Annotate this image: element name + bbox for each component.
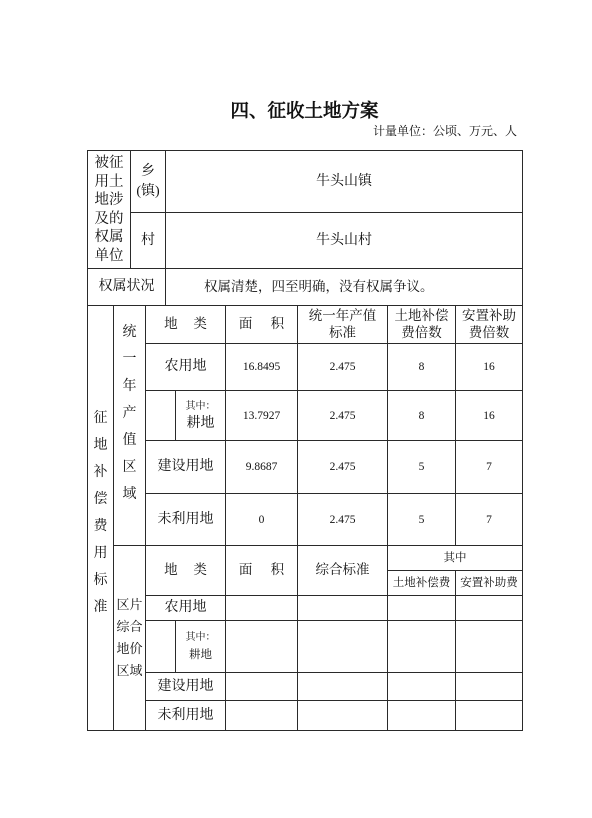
- zone-region-label-cell: [114, 546, 146, 731]
- annual-output-value: 2.475: [298, 494, 388, 546]
- village-label: 村: [131, 213, 166, 269]
- area-value: 9.8687: [226, 441, 298, 494]
- blank-cell: [298, 673, 388, 701]
- resettlement-multiple-value: 7: [456, 494, 523, 546]
- village-value: 牛头山村: [166, 213, 523, 269]
- resettlement-multiple-value: 16: [456, 391, 523, 441]
- blank-cell: [298, 701, 388, 731]
- ownership-table: [87, 150, 523, 306]
- village-row: [88, 213, 523, 269]
- table-row: [88, 673, 523, 701]
- annual-output-value: 2.475: [298, 441, 388, 494]
- land-compensation-multiple-value: 8: [388, 344, 456, 391]
- ownership-status-label: 权属状况: [88, 269, 166, 306]
- page-title: 四、征收土地方案: [230, 102, 379, 122]
- compensation-table: [87, 305, 523, 731]
- table-row: [88, 344, 523, 391]
- table-row: [88, 621, 523, 673]
- blank-cell: [388, 621, 456, 673]
- blank-cell: [226, 701, 298, 731]
- header-resettlement-multiple: 安置补助费倍数: [462, 308, 516, 340]
- blank-cell: [226, 621, 298, 673]
- blank-cell: [456, 621, 523, 673]
- annual-output-value: 2.475: [298, 344, 388, 391]
- annual-output-value: 2.475: [298, 391, 388, 441]
- blank-cell: [388, 701, 456, 731]
- blank-cell: [456, 673, 523, 701]
- land-compensation-multiple-value: 5: [388, 494, 456, 546]
- zone-header-land-type: 地 类: [146, 546, 226, 596]
- land-acquisition-form: [87, 150, 522, 731]
- zone-land-type-unused: 未利用地: [146, 701, 226, 731]
- land-compensation-multiple-value: 5: [388, 441, 456, 494]
- zone-header-of-which: 其中: [388, 546, 523, 571]
- blank-cell: [226, 673, 298, 701]
- blank-cell: [298, 596, 388, 621]
- land-type-cultivated-cell: [176, 391, 226, 441]
- header-area: 面 积: [226, 306, 298, 344]
- area-value: 0: [226, 494, 298, 546]
- unified-region-label: 统一年产值区域: [122, 325, 137, 502]
- zone-land-type-farmland: 农用地: [146, 596, 226, 621]
- resettlement-multiple-value: 16: [456, 344, 523, 391]
- unified-region-label-cell: [114, 306, 146, 546]
- table-row: [88, 391, 523, 441]
- table-row: [88, 701, 523, 731]
- land-compensation-multiple-value: 8: [388, 391, 456, 441]
- header-land-compensation-multiple-cell: [388, 306, 456, 344]
- blank-cell: [388, 673, 456, 701]
- blank-cell: [226, 596, 298, 621]
- area-value: 16.8495: [226, 344, 298, 391]
- table-row: [88, 494, 523, 546]
- township-value: 牛头山镇: [166, 151, 523, 213]
- ownership-status-row: [88, 269, 523, 306]
- unified-header-row: [88, 306, 523, 344]
- zone-land-type-cultivated: 耕地: [189, 648, 212, 661]
- header-land-compensation-multiple: 土地补偿费倍数: [394, 308, 449, 340]
- ownership-status-value: 权属清楚，四至明确，没有权属争议。: [166, 269, 523, 306]
- blank-cell: [456, 701, 523, 731]
- blank-cell: [456, 596, 523, 621]
- ownership-units-label: 被征用土地涉及的权属单位: [94, 155, 124, 264]
- zone-land-type-cultivated-cell: [176, 621, 226, 673]
- table-row: [88, 441, 523, 494]
- land-type-construction: 建设用地: [146, 441, 226, 494]
- zone-region-label: 区片综合地价区域: [116, 597, 143, 678]
- header-annual-output-standard: 统一年产值标准: [308, 308, 377, 340]
- township-row: [88, 151, 523, 213]
- table-row: [88, 596, 523, 621]
- header-land-type: 地 类: [146, 306, 226, 344]
- blank-cell: [388, 596, 456, 621]
- area-value: 13.7927: [226, 391, 298, 441]
- land-type-cultivated: 耕地: [186, 415, 215, 431]
- zone-land-type-construction: 建设用地: [146, 673, 226, 701]
- resettlement-multiple-value: 7: [456, 441, 523, 494]
- blank-cell: [298, 621, 388, 673]
- ownership-units-label-cell: [88, 151, 131, 269]
- zone-header-land-compensation: 土地补偿费: [388, 571, 456, 596]
- zone-header-composite-standard: 综合标准: [298, 546, 388, 596]
- zone-header-row: [88, 546, 523, 571]
- township-label-cell: [131, 151, 166, 213]
- land-type-unused: 未利用地: [146, 494, 226, 546]
- header-annual-output-standard-cell: [298, 306, 388, 344]
- compensation-label: 征地补偿费用标准: [93, 411, 108, 615]
- compensation-label-cell: [88, 306, 114, 731]
- zone-header-resettlement-subsidy: 安置补助费: [456, 571, 523, 596]
- indent-cell: [146, 391, 176, 441]
- header-resettlement-multiple-cell: [456, 306, 523, 344]
- zone-header-area: 面 积: [226, 546, 298, 596]
- land-type-farmland: 农用地: [146, 344, 226, 391]
- township-label: 乡(镇): [136, 163, 160, 199]
- unit-note: 计量单位：公顷、万元、人: [372, 124, 517, 138]
- of-which-note: 其中：: [185, 400, 216, 412]
- indent-cell: [146, 621, 176, 673]
- of-which-note: 其中：: [185, 631, 216, 643]
